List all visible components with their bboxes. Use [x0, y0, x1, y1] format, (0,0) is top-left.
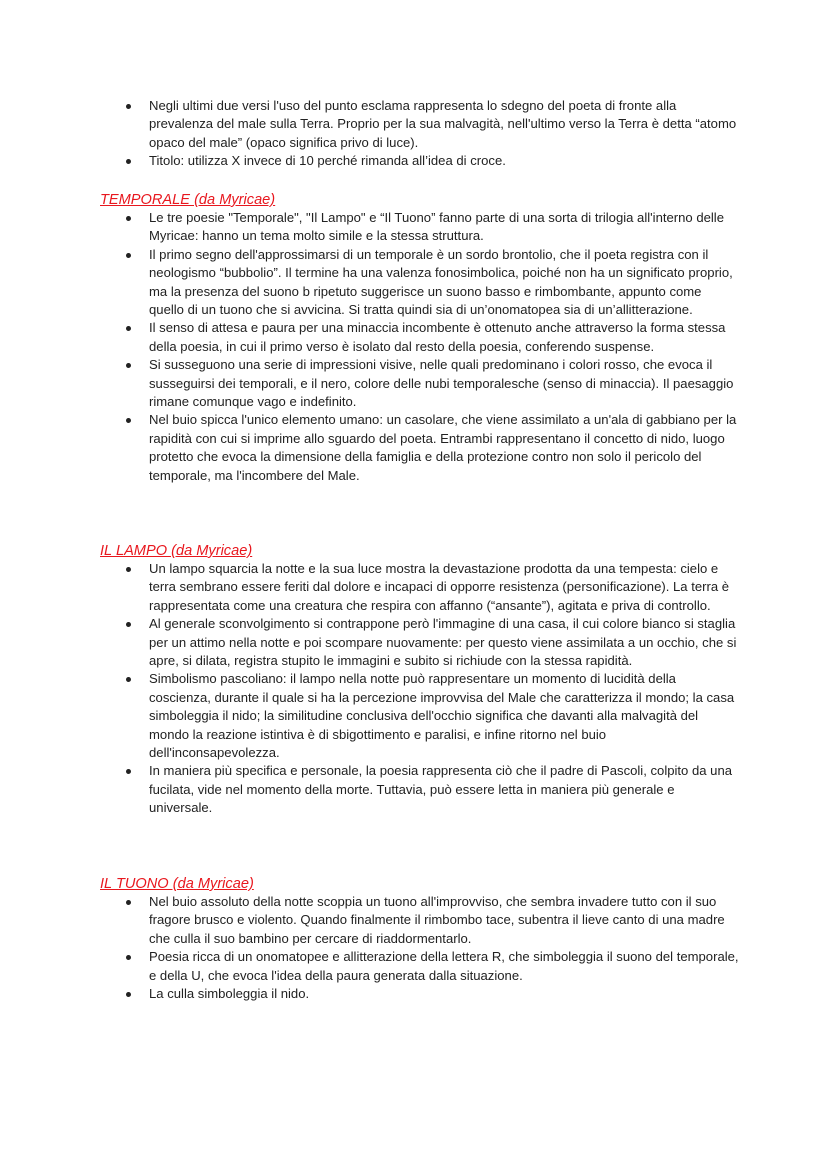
section-heading: IL TUONO (da Myricae) [100, 876, 254, 892]
section-heading: TEMPORALE (da Myricae) [100, 192, 276, 208]
section-temporale [100, 191, 740, 485]
bullet-icon [126, 418, 131, 423]
bullet-icon [126, 159, 131, 164]
list-item-text: Negli ultimi due versi l'uso del punto esclama rappresenta lo sdegno del poeta di fronte alla prevalenza del male sulla Terra. Proprio per la sua malvagità, nell'ultimo verso la Terra è detta “atomo opaco del male” (opaco significa privo di luce). [149, 98, 737, 150]
list-item [100, 152, 740, 170]
list-item-text: Si susseguono una serie di impressioni visive, nelle quali predominano i colori rosso, che evoca il susseguirsi dei temporali, e il nero, colore delle nubi temporalesche (senso di minaccia). Il paesaggio rimane comunque vago e indefinito. [149, 357, 734, 410]
bullet-list [100, 560, 740, 818]
list-item [100, 411, 740, 485]
bullet-list [100, 893, 740, 1003]
list-item-text: La culla simboleggia il nido. [149, 986, 310, 1002]
bullet-icon [126, 622, 131, 627]
bullet-icon [126, 253, 131, 258]
bullet-icon [126, 677, 131, 682]
bullet-icon [126, 900, 131, 905]
list-item-text: Un lampo squarcia la notte e la sua luce mostra la devastazione prodotta da una tempesta: cielo e terra sembrano essere feriti dal dolore e incapaci di opporre resistenza (personificazione). La terra è rappresentata come una creatura che respira con affanno (“ansante”), agitata e priva di controllo. [149, 561, 730, 613]
list-item [100, 246, 740, 320]
list-item [100, 356, 740, 411]
list-item-text: Simbolismo pascoliano: il lampo nella notte può rappresentare un momento di lucidità della coscienza, durante il quale si ha la percezione improvvisa del Male che caratterizza il mondo; la casa simboleggia il nido; la similitudine conclusiva dell'occhio significa che davanti alla malvagità del mondo la reazione istintiva è di sbigottimento e paralisi, e infine ritorno nel buio dell'inconsapevolezza. [149, 671, 735, 761]
list-item [100, 893, 740, 948]
list-item-text: Il senso di attesa e paura per una minaccia incombente è ottenuto anche attraverso la forma stessa della poesia, in cui il primo verso è isolato dal resto della poesia, conferendo suspense. [149, 320, 726, 354]
list-item-text: Nel buio spicca l'unico elemento umano: un casolare, che viene assimilato a un'ala di gabbiano per la rapidità con cui si imprime allo sguardo del poeta. Entrambi rappresentano il concetto di nido, luogo protetto che evoca la dimensione della famiglia e della protezione contro non solo il pericolo del temporale, ma l'incombere del Male. [149, 412, 737, 483]
list-item-text: Poesia ricca di un onomatopee e allitterazione della lettera R, che simboleggia il suono del temporale, e della U, che evoca l'idea della paura generata dalla situazione. [149, 949, 739, 983]
section-continuation [100, 97, 740, 171]
list-item [100, 209, 740, 246]
list-item-text: Al generale sconvolgimento si contrappone però l'immagine di una casa, il cui colore bianco si staglia per un attimo nella notte e poi scompare nuovamente: per questo viene assimilata a un occhio, che si apre, si dilata, registra stupito le immagini e subito si richiude con la stessa rapidità. [149, 616, 737, 669]
bullet-icon [126, 104, 131, 109]
list-item-text: In maniera più specifica e personale, la poesia rappresenta ciò che il padre di Pascoli, colpito da una fucilata, vide nel momento della morte. Tuttavia, può essere letta in maniera più generale e universale. [149, 763, 733, 816]
list-item [100, 985, 740, 1003]
bullet-list [100, 97, 740, 171]
section-il-tuono [100, 875, 740, 1003]
list-item-text: Titolo: utilizza X invece di 10 perché rimanda all’idea di croce. [149, 153, 506, 169]
bullet-icon [126, 363, 131, 368]
list-item [100, 615, 740, 670]
section-heading: IL LAMPO (da Myricae) [100, 543, 253, 559]
bullet-icon [126, 992, 131, 997]
list-item [100, 670, 740, 762]
bullet-list [100, 209, 740, 485]
list-item [100, 560, 740, 615]
section-il-lampo [100, 542, 740, 818]
bullet-icon [126, 216, 131, 221]
bullet-icon [126, 769, 131, 774]
bullet-icon [126, 567, 131, 572]
list-item [100, 319, 740, 356]
list-item-text: Nel buio assoluto della notte scoppia un tuono all'improvviso, che sembra invadere tutto con il suo fragore brusco e violento. Quando finalmente il rimbombo tace, subentra il lieve canto di una madre che culla il suo bambino per cercare di riaddormentarlo. [149, 894, 725, 946]
list-item [100, 97, 740, 152]
bullet-icon [126, 955, 131, 960]
list-item [100, 948, 740, 985]
list-item-text: Il primo segno dell'approssimarsi di un temporale è un sordo brontolio, che il poeta registra con il neologismo “bubbolio”. Il termine ha una valenza fonosimbolica, poiché non ha un significato proprio, ma la presenza del suono b ripetuto suggerisce un suono basso e rimbombante, appunto come quello di un tuono che si avvicina. Si tratta quindi sia di un’onomatopea sia di un’allitterazione. [149, 246, 733, 318]
list-item-text: Le tre poesie "Temporale", "Il Lampo" e “Il Tuono” fanno parte di una sorta di trilogia all'interno delle Myricae: hanno un tema molto simile e la stessa struttura. [149, 210, 724, 244]
bullet-icon [126, 326, 131, 331]
list-item [100, 762, 740, 817]
